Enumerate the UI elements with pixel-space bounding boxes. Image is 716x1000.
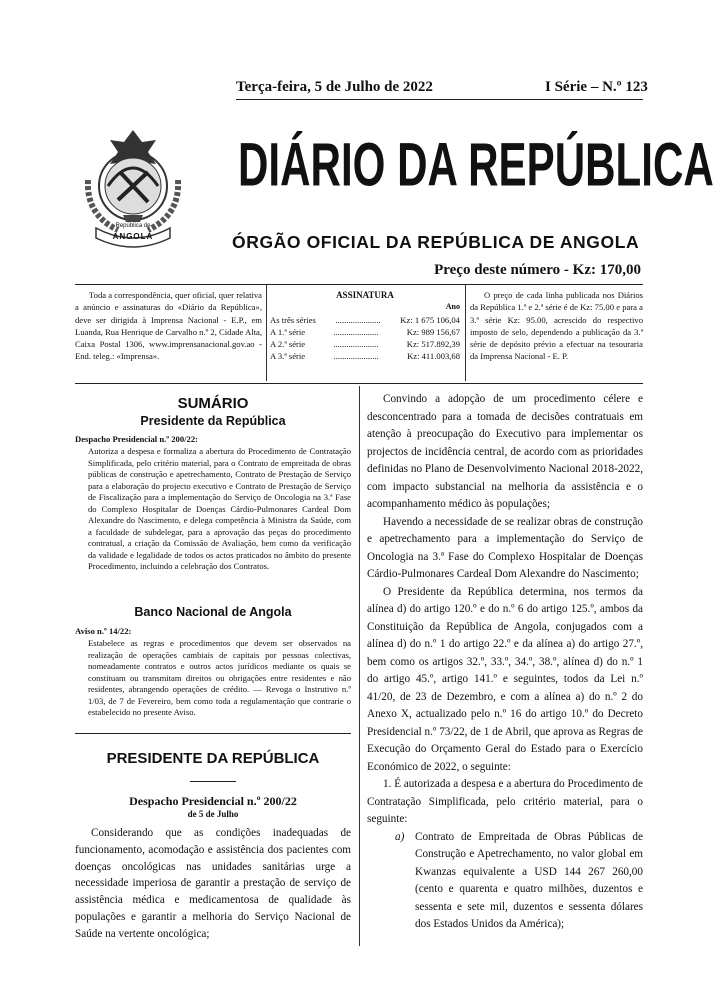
subscription-row: As três séries ..................... Kz: 1 675 106,04 <box>270 314 460 325</box>
correspondence-text <box>75 289 262 363</box>
section-short-rule <box>190 781 236 782</box>
body-paragraph: Considerando que as condições inadequadas de funcionamento, acomodação e assistência dos pacientes com doenças oncológicas nas unidades sanitárias urge a necessidade imperiosa de garantir a prestação de serviço de assistência médica e medicamentosa de qualidade às populações e garantir a melhoria do Serviço Nacional de Saúde na vertente oncológica; <box>75 827 351 940</box>
subscription-row: A 1.ª série ..................... Kz: 989 156,67 <box>270 326 460 337</box>
section-heading: PRESIDENTE DA REPÚBLICA <box>106 750 320 767</box>
list-item-label: a) <box>395 830 405 843</box>
despacho-title: Despacho Presidencial n.º 200/22 <box>129 794 297 808</box>
emblem-top-text: República de <box>115 223 151 229</box>
summary-item-text: Estabelece as regras e procedimentos que devem ser observados na realização de operações cambiais de capitais por pessoas colectivas, nomeadamente contratos e outros actos jurídicos mediante os quais se constituam ou transmitam direitos ou obrigações entre residentes e não residentes, abrangendo operações de crédito. — Revoga o Instrutivo n.º 1/03, de 7 de Fevereiro, bem como toda a regulamentação que contrarie o estabelecido no presente Aviso. <box>88 638 351 717</box>
emblem <box>78 120 188 250</box>
body-right-column <box>367 391 643 934</box>
body-paragraph: O Presidente da República determina, nos termos da alínea d) do artigo 120.º e do n.º 6 do artigo 125.º, ambos da Constituição da República de Angola, conjugados com a alínea d) do n.º 1 do artigo 22.º e da alínea a) do artigo 27.º, bem como os artigos 32.º, 33.º, 34.º, 38.º, alínea d) do n.º 1 do artigo 45.º, artigo 141.º e seguintes, todos da Lei n.º 41/20, de 23 de Dezembro, e com a alínea a) do n.º 2 do Anexo X, actualizado pelo n.º 16 do artigo 10.º do Decreto Presidencial n.º 73/22, de 1 de Abril, que aprova as Regras de Execução do Orçamento Geral do Estado para o Exercício Económico de 2022, o seguinte: <box>367 585 643 773</box>
header-rule <box>236 99 643 100</box>
body-left-column <box>75 825 351 943</box>
issue-date: Terça-feira, 5 de Julho de 2022 <box>236 79 433 95</box>
issue-price: Preço deste número - Kz: 170,00 <box>434 262 641 278</box>
emblem-banner-text: ANGOLA <box>112 232 154 241</box>
publication-subtitle: ÓRGÃO OFICIAL DA REPÚBLICA DE ANGOLA <box>232 232 640 252</box>
body-paragraph: Convindo a adopção de um procedimento célere e desconcentrado para a tomada de decisões contratuais em atenção à preocupação do Executivo para implementar os projectos de incidência central, de acordo com as prioridades definidas no Plano de Desenvolvimento Nacional 2018-2022, com impacto substancial na melhoria da assistência e o acompanhamento médico às populações; <box>367 393 643 510</box>
subscription-row: A 2.ª série ..................... Kz: 517.892,39 <box>270 339 460 350</box>
summary-title: SUMÁRIO <box>177 395 249 412</box>
coat-of-arms-icon <box>78 120 188 250</box>
info-bottom-rule <box>75 383 643 384</box>
summary-item-label: Aviso n.º 14/22: <box>75 626 132 636</box>
body-list-item <box>367 829 643 934</box>
body-paragraph: 1. É autorizada a despesa e a abertura do Procedimento de Contratação Simplificada, pelo critério material, para o seguinte: <box>367 778 643 825</box>
subscription-title: ASSINATURA <box>336 290 394 300</box>
info-divider-1 <box>266 285 267 381</box>
publication-title: DIÁRIO DA REPÚBLICA <box>238 130 714 199</box>
info-divider-2 <box>465 285 466 381</box>
despacho-date: de 5 de Julho <box>187 809 239 819</box>
summary-item-label: Despacho Presidencial n.º 200/22: <box>75 434 198 444</box>
summary-section-president: Presidente da República <box>140 414 286 428</box>
column-divider <box>359 386 360 946</box>
summary-item-text: Autoriza a despesa e formaliza a abertura do Procedimento de Contratação Simplificada, pelo critério material, para o Contrato de empreitada de obras públicas de construção e apetrechamento, Contrato de Prestação de Serviço para a elaboração do projecto executivo e Contrato de Prestação de Serviço de Fiscalização para a implementação do Serviço de Oncologia na 3.ª Fase do Complexo Hospitalar de Doenças Cárdio-Pulmonares Cardeal Dom Alexandre do Nascimento, e delega competência à Ministra da Saúde, com a faculdade de subdelegar, para a aprovação das peças do procedimento contratual, a criação da Comissão de Avaliação, bem como da verificação da validade e legalidade de todos os actos praticados no âmbito do presente Procedimento, incluindo a celebração dos Contratos. <box>88 446 351 571</box>
subscription-row: A 3.ª série ..................... Kz: 411.003,68 <box>270 351 460 362</box>
line-price-text <box>470 289 643 363</box>
body-paragraph: Havendo a necessidade de se realizar obras de construção e apetrechamento para a implementação do Serviço de Oncologia na 3.ª Fase do Complexo Hospitalar de Doenças Cárdio-Pulmonares Cardeal Dom Alexandre do Nascimento; <box>367 515 643 580</box>
subscription-year-label: Ano <box>445 302 460 312</box>
summary-bottom-rule <box>75 733 351 734</box>
subscription-box <box>270 289 460 363</box>
correspondence-paragraph: Toda a correspondência, quer oficial, quer relativa a anúncio e assinaturas do «Diário da República», deve ser dirigida à Imprensa Nacional - E.P., em Luanda, Rua Henrique de Carvalho n.º 2, Cidade Alta, Caixa Postal 1306, www.imprensanacional.gov.ao - End. teleg.: «Imprensa». <box>75 290 262 362</box>
line-price-paragraph: O preço de cada linha publicada nos Diários da República 1.ª e 2.ª série é de Kz: 75.00 e para a 3.ª série Kz: 95.00, acrescido do respectivo imposto de selo, dependendo a publicação da 3.ª série de depósito prévio a efectuar na tesouraria da Imprensa Nacional - E. P. <box>470 290 643 362</box>
issue-series: I Série – N.º 123 <box>545 79 648 95</box>
list-item-text: Contrato de Empreitada de Obras Públicas de Construção e Apetrechamento, no valor global em Kwanzas equivalente a USD 144 267 260,00 (cento e quarenta e quatro milhões, duzentos e sessenta e sete mil, duzentos e sessenta dólares dos Estados Unidos da América); <box>415 830 643 930</box>
summary-section-bank: Banco Nacional de Angola <box>134 605 292 619</box>
info-top-rule <box>75 284 643 285</box>
